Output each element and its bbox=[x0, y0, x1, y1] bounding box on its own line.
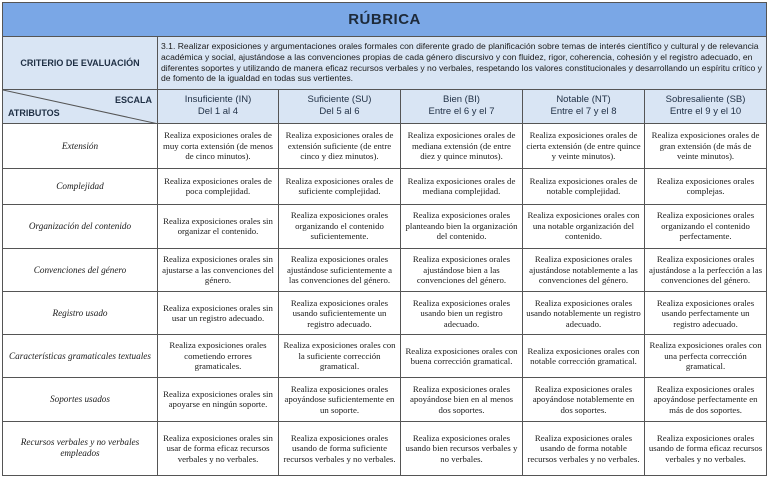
criterio-text: 3.1. Realizar exposiciones y argumentaciones orales formales con diferente grado de planificación sobre temas de interés científico y cultural y de relevancia académica y social, ajustándose a las convenciones propias de cada género discursivo y con fluidez, rigor, coherencia, cohesión y el registro adecuado, en diferentes soportes y utilizando de manera eficaz recursos verbales y no verbales, respetando los valores constitucionales y desarrollando un espíritu crítico y de fomento de la igualdad en todas sus vertientes. bbox=[158, 36, 767, 89]
level-range: Entre el 6 y el 7 bbox=[428, 106, 495, 118]
descriptor-cell: Realiza exposiciones orales con la suficiente corrección gramatical. bbox=[279, 335, 401, 378]
descriptor-cell: Realiza exposiciones orales sin usar de forma eficaz recursos verbales y no verbales. bbox=[158, 421, 279, 475]
descriptor-cell: Realiza exposiciones orales sin usar un registro adecuado. bbox=[158, 292, 279, 335]
rubric-row bbox=[3, 335, 767, 378]
descriptor-cell: Realiza exposiciones orales de suficiente complejidad. bbox=[279, 169, 401, 205]
descriptor-cell: Realiza exposiciones orales sin ajustarse a las convenciones del género. bbox=[158, 248, 279, 292]
descriptor-cell: Realiza exposiciones orales de extensión suficiente (de entre cinco y diez minutos). bbox=[279, 124, 401, 169]
scale-attribute-corner bbox=[3, 89, 158, 124]
level-range: Entre el 7 y el 8 bbox=[550, 106, 617, 118]
rubric-row bbox=[3, 292, 767, 335]
level-range: Entre el 9 y el 10 bbox=[669, 106, 742, 118]
descriptor-cell: Realiza exposiciones orales usando perfectamente un registro adecuado. bbox=[645, 292, 767, 335]
descriptor-cell: Realiza exposiciones orales sin apoyarse en ningún soporte. bbox=[158, 378, 279, 422]
descriptor-cell: Realiza exposiciones orales de mediana complejidad. bbox=[401, 169, 523, 205]
descriptor-cell: Realiza exposiciones orales cometiendo errores gramaticales. bbox=[158, 335, 279, 378]
descriptor-cell: Realiza exposiciones orales ajustándose notablemente a las convenciones del género. bbox=[523, 248, 645, 292]
descriptor-cell: Realiza exposiciones orales sin organizar el contenido. bbox=[158, 204, 279, 248]
descriptor-cell: Realiza exposiciones orales usando de forma suficiente recursos verbales y no verbales. bbox=[279, 421, 401, 475]
descriptor-cell: Realiza exposiciones orales ajustándose bien a las convenciones del género. bbox=[401, 248, 523, 292]
descriptor-cell: Realiza exposiciones orales apoyándose bien en al menos dos soportes. bbox=[401, 378, 523, 422]
rubric-title: RÚBRICA bbox=[3, 3, 767, 37]
scale-header-row bbox=[3, 89, 767, 124]
atributos-label: ATRIBUTOS bbox=[8, 108, 60, 119]
level-name: Insuficiente (IN) bbox=[184, 94, 252, 106]
rubric-row bbox=[3, 169, 767, 205]
descriptor-cell: Realiza exposiciones orales apoyándose perfectamente en más de dos soportes. bbox=[645, 378, 767, 422]
descriptor-cell: Realiza exposiciones orales usando de forma eficaz recursos verbales y no verbales. bbox=[645, 421, 767, 475]
descriptor-cell: Realiza exposiciones orales ajustándose a la perfección a las convenciones del género. bbox=[645, 248, 767, 292]
descriptor-cell: Realiza exposiciones orales de cierta extensión (de entre quince y veinte minutos). bbox=[523, 124, 645, 169]
descriptor-cell: Realiza exposiciones orales organizando el contenido perfectamente. bbox=[645, 204, 767, 248]
descriptor-cell: Realiza exposiciones orales con una notable organización del contenido. bbox=[523, 204, 645, 248]
rubric-row bbox=[3, 124, 767, 169]
rubric-row bbox=[3, 378, 767, 422]
descriptor-cell: Realiza exposiciones orales de mediana extensión (de entre diez y quince minutos). bbox=[401, 124, 523, 169]
level-name: Sobresaliente (SB) bbox=[665, 94, 746, 106]
attribute-cell: Recursos verbales y no verbales empleados bbox=[3, 421, 158, 475]
descriptor-cell: Realiza exposiciones orales con notable corrección gramatical. bbox=[523, 335, 645, 378]
escala-label: ESCALA bbox=[114, 94, 152, 105]
level-header bbox=[158, 89, 279, 124]
criterio-row bbox=[3, 36, 767, 89]
attribute-cell: Registro usado bbox=[3, 292, 158, 335]
level-header bbox=[523, 89, 645, 124]
level-header bbox=[401, 89, 523, 124]
attribute-cell: Extensión bbox=[3, 124, 158, 169]
descriptor-cell: Realiza exposiciones orales organizando el contenido suficientemente. bbox=[279, 204, 401, 248]
descriptor-cell: Realiza exposiciones orales usando notablemente un registro adecuado. bbox=[523, 292, 645, 335]
descriptor-cell: Realiza exposiciones orales de notable complejidad. bbox=[523, 169, 645, 205]
level-name: Bien (BI) bbox=[443, 94, 480, 106]
rubric-row bbox=[3, 421, 767, 475]
attribute-cell: Soportes usados bbox=[3, 378, 158, 422]
descriptor-cell: Realiza exposiciones orales con una perfecta corrección gramatical. bbox=[645, 335, 767, 378]
descriptor-cell: Realiza exposiciones orales complejas. bbox=[645, 169, 767, 205]
level-range: Del 5 al 6 bbox=[319, 106, 360, 118]
descriptor-cell: Realiza exposiciones orales usando de forma notable recursos verbales y no verbales. bbox=[523, 421, 645, 475]
level-header bbox=[645, 89, 767, 124]
rubric-table bbox=[2, 2, 767, 476]
level-name: Notable (NT) bbox=[556, 94, 611, 106]
attribute-cell: Organización del contenido bbox=[3, 204, 158, 248]
descriptor-cell: Realiza exposiciones orales ajustándose suficientemente a las convenciones del género. bbox=[279, 248, 401, 292]
descriptor-cell: Realiza exposiciones orales usando bien recursos verbales y no verbales. bbox=[401, 421, 523, 475]
title-row bbox=[3, 3, 767, 37]
level-name: Suficiente (SU) bbox=[307, 94, 372, 106]
descriptor-cell: Realiza exposiciones orales planteando bien la organización del contenido. bbox=[401, 204, 523, 248]
attribute-cell: Convenciones del género bbox=[3, 248, 158, 292]
level-header bbox=[279, 89, 401, 124]
criterio-label: CRITERIO DE EVALUACIÓN bbox=[3, 36, 158, 89]
descriptor-cell: Realiza exposiciones orales usando bien un registro adecuado. bbox=[401, 292, 523, 335]
level-range: Del 1 al 4 bbox=[197, 106, 239, 118]
descriptor-cell: Realiza exposiciones orales de poca complejidad. bbox=[158, 169, 279, 205]
descriptor-cell: Realiza exposiciones orales de muy corta extensión (de menos de cinco minutos). bbox=[158, 124, 279, 169]
attribute-cell: Características gramaticales textuales bbox=[3, 335, 158, 378]
descriptor-cell: Realiza exposiciones orales apoyándose notablemente en dos soportes. bbox=[523, 378, 645, 422]
attribute-cell: Complejidad bbox=[3, 169, 158, 205]
descriptor-cell: Realiza exposiciones orales de gran extensión (de más de veinte minutos). bbox=[645, 124, 767, 169]
descriptor-cell: Realiza exposiciones orales apoyándose suficientemente en un soporte. bbox=[279, 378, 401, 422]
rubric-row bbox=[3, 204, 767, 248]
descriptor-cell: Realiza exposiciones orales con buena corrección gramatical. bbox=[401, 335, 523, 378]
descriptor-cell: Realiza exposiciones orales usando suficientemente un registro adecuado. bbox=[279, 292, 401, 335]
rubric-row bbox=[3, 248, 767, 292]
